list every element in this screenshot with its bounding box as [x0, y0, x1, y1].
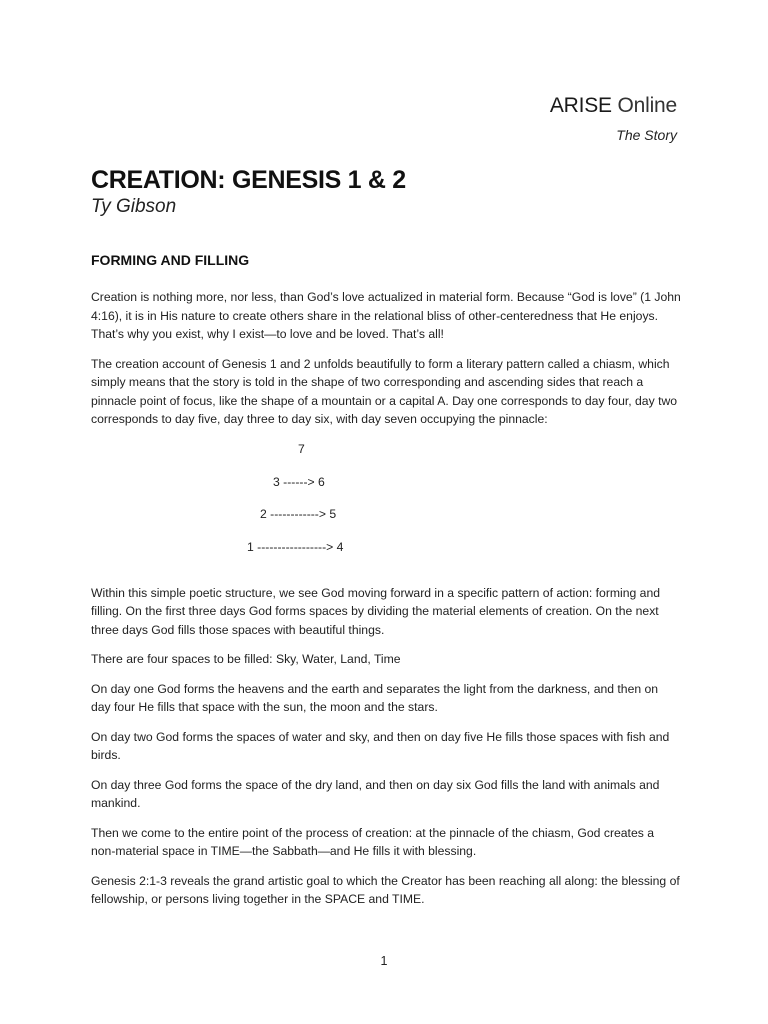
brand-online: Online [611, 94, 677, 117]
paragraph: On day two God forms the spaces of water and sky, and then on day five He fills those spaces with fish and birds. [91, 729, 670, 762]
document-author: Ty Gibson [91, 196, 177, 217]
section-heading: FORMING AND FILLING [91, 252, 250, 268]
chiasm-row: 3 ------> 6 [273, 474, 325, 489]
page-number: 1 [380, 954, 388, 968]
paragraph: The creation account of Genesis 1 and 2 unfolds beautifully to form a literary pattern called a chiasm, which simply means that the story is told in the shape of two corresponding and ascending sides that reach a pinnacle point of focus, like the shape of a mountain or a capital A. Day one corresponds to day four, day two corresponds to day five, day three to day six, with day seven occupying the pinnacle: [91, 356, 678, 426]
paragraph: Genesis 2:1-3 reveals the grand artistic goal to which the Creator has been reaching all along: the blessing of fellowship, or persons living together in the SPACE and TIME. [91, 873, 680, 906]
chiasm-diagram [91, 440, 681, 574]
brand-arise: ARISE [549, 94, 612, 117]
paragraph: There are four spaces to be filled: Sky, Water, Land, Time [91, 652, 401, 666]
paragraph: Then we come to the entire point of the process of creation: at the pinnacle of the chiasm, God creates a non-material space in TIME—the Sabbath—and He fills it with blessing. [91, 825, 654, 858]
paragraph: Within this simple poetic structure, we see God moving forward in a specific pattern of action: forming and filling. On the first three days God forms spaces by dividing the material elements of creation. On the next three days God fills those spaces with beautiful things. [91, 585, 661, 637]
paragraph: On day one God forms the heavens and the earth and separates the light from the darkness, and then on day four He fills that space with the sun, the moon and the stars. [91, 681, 659, 714]
chiasm-row: 2 ------------> 5 [260, 506, 337, 521]
chiasm-row: 1 -----------------> 4 [247, 539, 344, 554]
paragraph: On day three God forms the space of the dry land, and then on day six God fills the land with animals and mankind. [91, 777, 660, 810]
chiasm-row: 7 [298, 441, 305, 456]
document-body [91, 288, 681, 920]
brand-title [550, 94, 677, 118]
paragraph: Creation is nothing more, nor less, than God’s love actualized in material form. Because “God is love” (1 John 4:16), it is in His nature to create others share in the relational bliss of other-centeredness that He enjoys. That’s why you exist, why I exist—to love and be loved. That’s all! [91, 290, 681, 341]
document-title: CREATION: GENESIS 1 & 2 [91, 166, 406, 194]
brand-subtitle: The Story [616, 127, 677, 143]
